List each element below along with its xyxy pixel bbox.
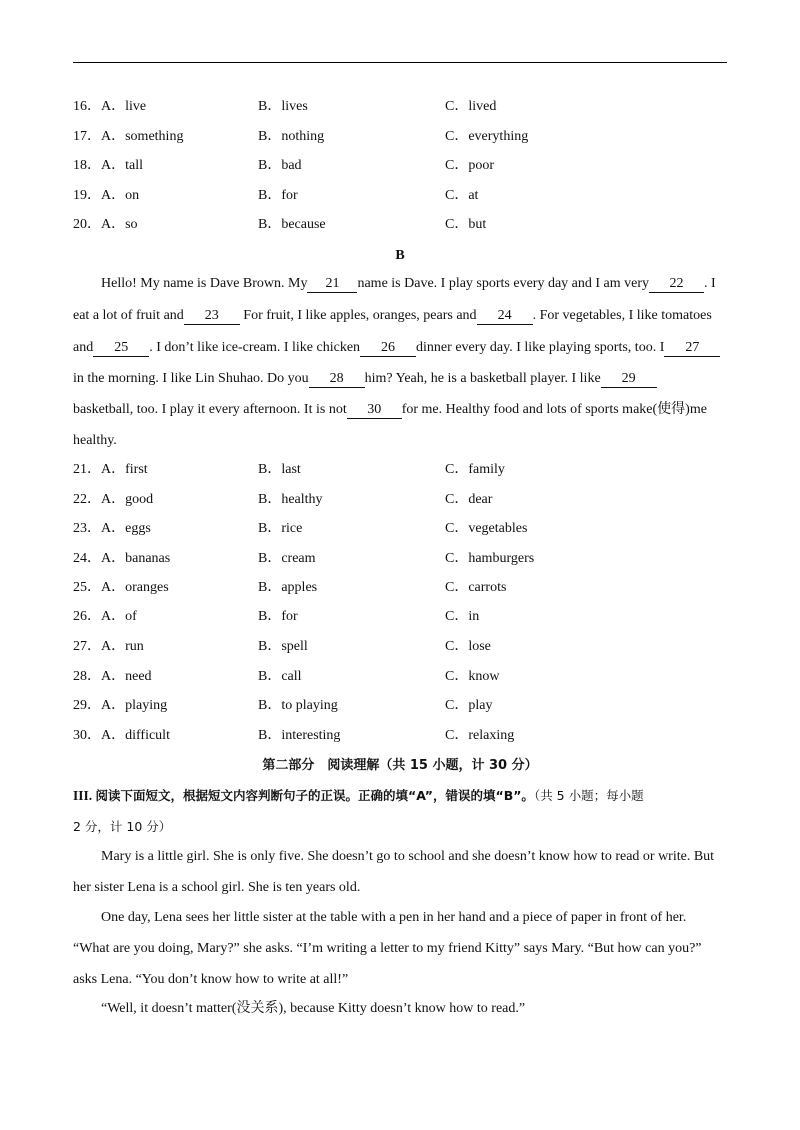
passage-text: name is Dave. I play sports every day and I am very	[357, 276, 650, 291]
blank-23: 23	[184, 308, 240, 325]
option-a: A．tall	[101, 158, 143, 173]
option-b: B．for	[258, 609, 298, 624]
passage-text: basketball, too. I play it every afternoon. It is not	[73, 402, 347, 417]
option-b: B．spell	[258, 639, 308, 654]
question-number: 23．	[73, 521, 101, 536]
part-two-title: 第二部分 阅读理解（共 15 小题，计 30 分）	[262, 758, 538, 773]
option-b: B．to playing	[258, 698, 338, 713]
question-number: 20．	[73, 217, 101, 232]
option-c: C．play	[445, 698, 493, 713]
option-c: C．lose	[445, 639, 491, 654]
option-b: B．last	[258, 462, 301, 477]
option-a: A．so	[101, 217, 138, 232]
option-c: C．poor	[445, 158, 494, 173]
option-c: C．but	[445, 217, 487, 232]
passage-text: healthy.	[73, 433, 117, 448]
question-number: 24．	[73, 551, 101, 566]
instruction-score-line: 2 分，计 10 分）	[73, 819, 172, 834]
option-b: B．cream	[258, 551, 316, 566]
option-c: C．relaxing	[445, 728, 515, 743]
option-b: B．interesting	[258, 728, 341, 743]
passage-line	[73, 338, 728, 358]
question-number: 21．	[73, 462, 101, 477]
option-b: B．because	[258, 217, 326, 232]
option-b: B．rice	[258, 521, 303, 536]
story-line: Mary is a little girl. She is only five. She doesn’t go to school and she doesn’t know how to read or write. But	[101, 849, 715, 864]
passage-text: dinner every day. I like playing sports, too. I	[416, 340, 665, 355]
story-line: One day, Lena sees her little sister at the table with a pen in her hand and a piece of paper in front of her.	[101, 910, 687, 925]
option-c: C．know	[445, 669, 500, 684]
story-line: asks Lena. “You don’t know how to write at all!”	[73, 972, 349, 987]
option-c: C．hamburgers	[445, 551, 535, 566]
option-a: A．good	[101, 492, 154, 507]
option-c: C．vegetables	[445, 521, 528, 536]
question-number: 26．	[73, 609, 101, 624]
story-line: “What are you doing, Mary?” she asks. “I’m writing a letter to my friend Kitty” says Mary. “But how can you?”	[73, 941, 702, 956]
option-a: A．something	[101, 129, 184, 144]
option-c: C．in	[445, 609, 480, 624]
option-c: C．family	[445, 462, 505, 477]
option-b: B．for	[258, 188, 298, 203]
passage-text: Hello! My name is Dave Brown. My	[101, 276, 308, 291]
option-c: C．everything	[445, 129, 529, 144]
passage-line	[73, 274, 756, 294]
instruction-text: 阅读下面短文，根据短文内容判断句子的正误。正确的填“A”，错误的填“B”。	[95, 788, 534, 803]
question-number: 27．	[73, 639, 101, 654]
option-a: A．need	[101, 669, 152, 684]
question-number: 22．	[73, 492, 101, 507]
option-a: A．eggs	[101, 521, 151, 536]
option-a: A．playing	[101, 698, 168, 713]
blank-26: 26	[360, 340, 416, 357]
question-number: 17．	[73, 129, 101, 144]
question-number: 28．	[73, 669, 101, 684]
option-a: A．difficult	[101, 728, 170, 743]
option-a: A．oranges	[101, 580, 169, 595]
option-c: C．dear	[445, 492, 493, 507]
blank-25: 25	[93, 340, 149, 357]
passage-line	[73, 400, 728, 420]
option-c: C．lived	[445, 99, 497, 114]
passage-text: eat a lot of fruit and	[73, 308, 184, 323]
question-number: 30．	[73, 728, 101, 743]
question-number: 19．	[73, 188, 101, 203]
blank-29: 29	[601, 371, 657, 388]
passage-text: For fruit, I like apples, oranges, pears and	[239, 308, 477, 323]
option-b: B．nothing	[258, 129, 325, 144]
passage-line	[73, 369, 728, 389]
option-b: B．apples	[258, 580, 318, 595]
question-number: 29．	[73, 698, 101, 713]
passage-text: in the morning. I like Lin Shuhao. Do you	[73, 371, 309, 386]
passage-text: and	[73, 340, 94, 355]
option-a: A．on	[101, 188, 140, 203]
question-number: 25．	[73, 580, 101, 595]
question-number: 16．	[73, 99, 101, 114]
passage-text: . I don’t like ice-cream. I like chicken	[149, 340, 361, 355]
blank-22: 22	[649, 276, 704, 293]
passage-line	[73, 431, 728, 451]
blank-21: 21	[307, 276, 357, 293]
header-rule	[73, 62, 727, 63]
option-b: B．healthy	[258, 492, 323, 507]
option-a: A．first	[101, 462, 148, 477]
blank-27: 27	[664, 340, 720, 357]
option-b: B．bad	[258, 158, 302, 173]
option-a: A．of	[101, 609, 137, 624]
blank-24: 24	[477, 308, 533, 325]
passage-line	[73, 306, 728, 326]
section-number: III.	[73, 788, 93, 803]
blank-28: 28	[309, 371, 365, 388]
section-b-heading: B	[395, 248, 405, 263]
passage-text: him? Yeah, he is a basketball player. I like	[364, 371, 601, 386]
instruction-line	[73, 786, 728, 806]
story-line: her sister Lena is a school girl. She is ten years old.	[73, 880, 361, 895]
option-c: C．at	[445, 188, 479, 203]
option-a: A．bananas	[101, 551, 171, 566]
passage-text: . I	[704, 276, 716, 291]
option-c: C．carrots	[445, 580, 507, 595]
instruction-score: （共 5 小题；每小题	[533, 788, 644, 803]
option-b: B．call	[258, 669, 302, 684]
story-line: “Well, it doesn’t matter(没关系), because Kitty doesn’t know how to read.”	[101, 1001, 526, 1016]
question-number: 18．	[73, 158, 101, 173]
option-a: A．live	[101, 99, 147, 114]
blank-30: 30	[347, 402, 402, 419]
passage-text: for me. Healthy food and lots of sports make(使得)me	[401, 402, 707, 417]
passage-text: . For vegetables, I like tomatoes	[532, 308, 712, 323]
option-b: B．lives	[258, 99, 308, 114]
option-a: A．run	[101, 639, 144, 654]
